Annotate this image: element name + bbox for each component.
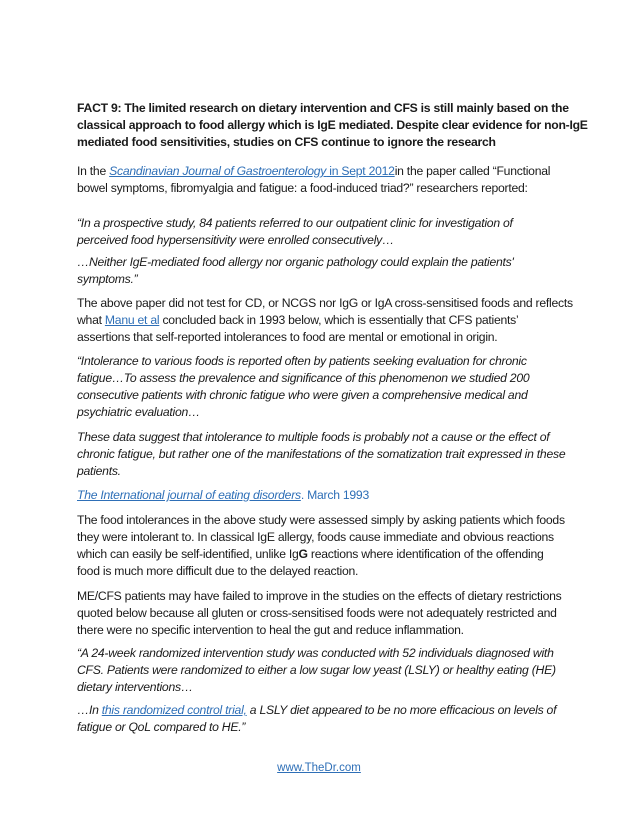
quote-3 — [77, 353, 577, 421]
quote-line: fatigue…To assess the prevalence and significance of this phenomenon we studied 200 — [77, 371, 530, 385]
manu-et-al-link[interactable]: Manu et al — [104, 313, 160, 327]
text: what — [77, 313, 105, 327]
citation-date: . March 1993 — [300, 488, 369, 502]
quote-2 — [77, 254, 577, 288]
text: in the paper called “Functional — [394, 164, 551, 178]
heading-line: mediated food sensitivities, studies on CFS continue to ignore the research — [77, 135, 496, 149]
paragraph-food-intolerances — [77, 512, 577, 580]
quote-line: …Neither IgE-mediated food allergy nor organic pathology could explain the patients' — [77, 255, 514, 269]
quote-line: psychiatric evaluation… — [77, 405, 200, 419]
source-citation — [77, 487, 577, 504]
text: ME/CFS patients may have failed to improve in the studies on the effects of dietary restrictions — [77, 589, 562, 603]
text: a LSLY diet appeared to be no more efficacious on levels of — [246, 703, 557, 717]
fact-heading — [77, 100, 588, 151]
text: which can easily be self-identified, unlike Ig — [77, 547, 299, 561]
text: In the — [77, 164, 110, 178]
quote-line: chronic fatigue, but rather one of the manifestations of the somatization trait expressed in these — [77, 447, 566, 461]
heading-line: FACT 9: The limited research on dietary intervention and CFS is still mainly based on the — [77, 101, 569, 115]
text: food is much more difficult due to the delayed reaction. — [77, 564, 359, 578]
text: The food intolerances in the above study were assessed simply by asking patients which foods — [77, 513, 565, 527]
heading-line: classical approach to food allergy which is IgE mediated. Despite clear evidence for non-IgE — [77, 118, 588, 132]
quote-1 — [77, 215, 577, 249]
text: they were intolerant to. In classical IgE allergy, foods cause immediate and obvious reactions — [77, 530, 554, 544]
quote-line: “A 24-week randomized intervention study was conducted with 52 individuals diagnosed with — [77, 646, 554, 660]
paragraph-intro — [77, 163, 577, 197]
text: assertions that self-reported intolerances to food are mental or emotional in origin. — [77, 330, 498, 344]
quote-line: consecutive patients with chronic fatigue who were given a comprehensive medical and — [77, 388, 528, 402]
quote-line: perceived food hypersensitivity were enrolled consecutively… — [77, 233, 394, 247]
bold-text: G — [298, 547, 308, 561]
text: bowel symptoms, fibromyalgia and fatigue: a food-induced triad?” researchers reported: — [77, 181, 528, 195]
website-link[interactable]: www.TheDr.com — [277, 762, 361, 774]
quote-line: “Intolerance to various foods is reported often by patients seeking evaluation for chronic — [77, 354, 527, 368]
quote-line: symptoms.” — [77, 272, 138, 286]
quote-line: fatigue or QoL compared to HE.” — [77, 720, 246, 734]
journal-date-link[interactable]: in Sept 2012 — [326, 164, 395, 178]
quote-5 — [77, 645, 577, 696]
quote-4 — [77, 429, 577, 480]
text: reactions where identification of the offending — [307, 547, 544, 561]
paragraph-me-cfs — [77, 588, 577, 639]
quote-6 — [77, 702, 577, 736]
quote-line: patients. — [77, 464, 121, 478]
randomized-trial-link[interactable]: this randomized control trial, — [101, 703, 247, 717]
page-footer — [0, 762, 638, 774]
text: quoted below because all gluten or cross-sensitised foods were not adequately restricted and — [77, 606, 557, 620]
quote-line: CFS. Patients were randomized to either a low sugar low yeast (LSLY) or healthy eating (HE) — [77, 663, 556, 677]
text: concluded back in 1993 below, which is essentially that CFS patients’ — [159, 313, 519, 327]
quote-line: “In a prospective study, 84 patients referred to our outpatient clinic for investigation of — [77, 216, 513, 230]
quote-line: dietary interventions… — [77, 680, 193, 694]
journal-link[interactable]: Scandinavian Journal of Gastroenterology — [109, 164, 327, 178]
paragraph-above-paper — [77, 295, 577, 346]
text: there were no specific intervention to heal the gut and reduce inflammation. — [77, 623, 464, 637]
text: …In — [77, 703, 102, 717]
text: The above paper did not test for CD, or NCGS nor IgG or IgA cross-sensitised foods and reflects — [77, 296, 573, 310]
eating-disorders-journal-link[interactable]: The International journal of eating disorders — [77, 488, 301, 502]
quote-line: These data suggest that intolerance to multiple foods is probably not a cause or the effect of — [77, 430, 550, 444]
